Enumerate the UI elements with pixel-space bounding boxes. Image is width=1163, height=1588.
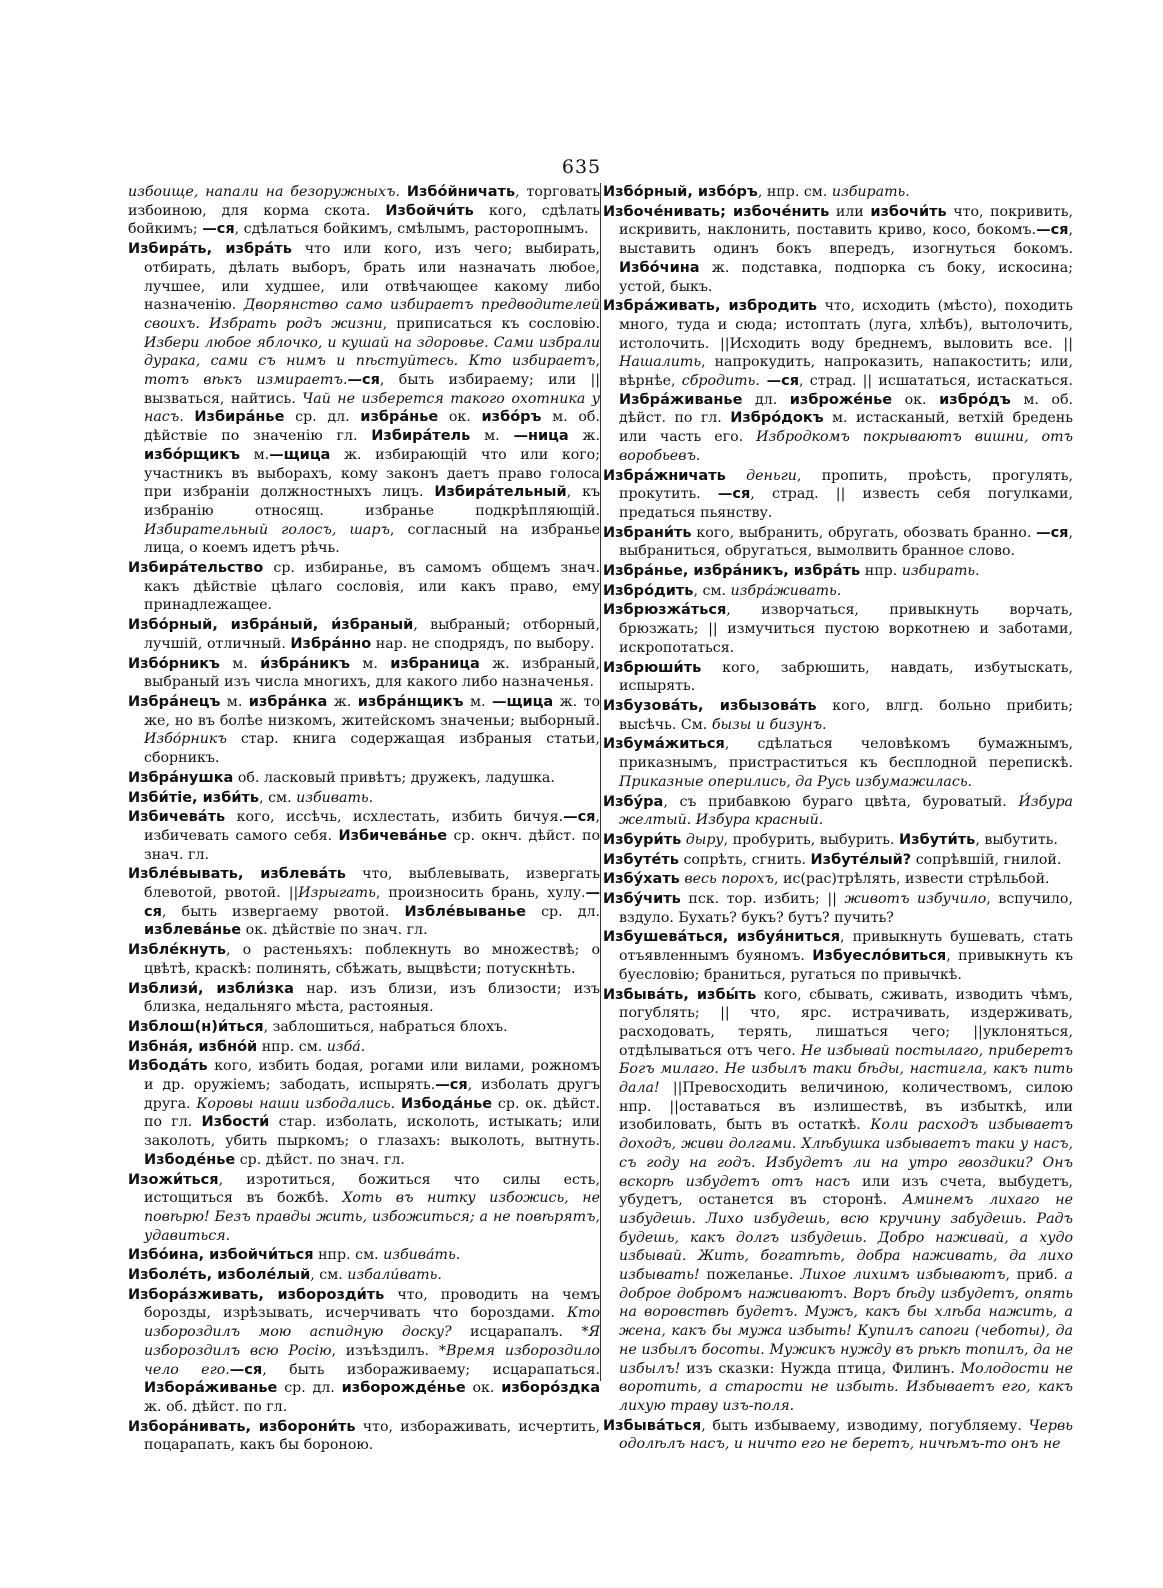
definition-text: м. — [219, 655, 261, 672]
headword: избо́ръ — [481, 409, 542, 426]
definition-text: ср. дл. — [284, 409, 361, 426]
definition-text: кого, влгд. больно прибить; высѣчь. См. — [619, 697, 1073, 733]
example-text: избивать. — [296, 789, 374, 806]
definition-text: , заблошиться, набраться блохъ. — [263, 1018, 508, 1035]
headword: Избра́нно — [290, 635, 372, 652]
example-text: Нашалить — [619, 354, 702, 371]
example-text: Коровы наши избодались. — [196, 1095, 401, 1112]
definition-text: ж. избирающій что или кого; участникъ въ выборахъ, кому законъ даетъ право голоса при избраніи должностныхъ лицъ. — [144, 446, 600, 501]
example-text: Избродкомъ покрываютъ вишни, отъ воробьевъ. — [619, 429, 1073, 464]
headword: Избра́живанье — [619, 391, 743, 408]
dictionary-entry — [128, 1038, 600, 1057]
dictionary-entry — [128, 789, 600, 808]
example-text: Избо́рникъ — [144, 731, 227, 748]
definition-text: кого, иссѣчь, исхлестать, избить бичуя. — [225, 809, 564, 826]
dictionary-entry — [603, 582, 1073, 601]
example-text: Не избывай постылаго, приберетъ Богъ милаго. Не избылъ таки бѣды, настигла, какъ пить дала! — [619, 1042, 1073, 1097]
example-text: И́збура желтый. Избура красный. — [619, 793, 1073, 829]
headword: избра́нка — [248, 693, 328, 710]
headword: —ся — [1036, 524, 1069, 541]
example-text: Приказные оперились, да Русь избумажилась. — [619, 773, 973, 790]
definition-text: , приписаться къ сословію. — [382, 315, 600, 332]
example-text: сбродить. — [681, 373, 760, 390]
definition-text: сопрѣть, сгнить. — [678, 851, 811, 868]
headword: Изблош(н)и́ться — [128, 1018, 264, 1035]
headword: Избо́рный, избо́ръ — [603, 184, 758, 200]
definition-text: изъ сказки: Нужда птица, Филинъ. — [680, 1360, 961, 1377]
definition-text: пожеланье. — [699, 1267, 801, 1284]
right-column — [603, 183, 1074, 1453]
headword: избра́нье — [360, 409, 439, 426]
example-text: Червь одолѣлъ насъ, и ничто его не беретъ, ничѣмъ-то онъ не — [619, 1417, 1073, 1453]
example-text: Дворянство само избираетъ предводителей своихъ. Избрать родъ жизни — [144, 297, 600, 332]
definition-text: , быть избораживаему; исцарапаться. — [262, 1361, 600, 1378]
dictionary-entry — [603, 659, 1073, 696]
definition-text: кого, забрюшить, навдать, избутыскать, испырять. — [619, 659, 1073, 695]
headword: избраница — [390, 655, 480, 672]
example-text: изба́. — [326, 1038, 366, 1055]
headword: Избичева́нье — [338, 827, 448, 844]
definition-text: ж. — [568, 428, 600, 445]
dictionary-entry — [128, 1057, 600, 1169]
definition-text: , см. — [310, 1267, 348, 1284]
example-text: избирать. — [901, 563, 980, 580]
headword: Избора́нивать, изборони́ть — [128, 1418, 356, 1435]
definition-text: , съ прибавкою бураго цвѣта, буроватый. — [663, 793, 1019, 810]
headword: Избу́чить — [603, 891, 681, 908]
headword: Избо́йничать — [406, 184, 516, 200]
dictionary-entry — [128, 1246, 600, 1265]
example-text: Кто избороздилъ мою аспидную доску? — [144, 1305, 600, 1341]
definition-text: , къ избранію относящ. избранье подкрѣпляющій. — [144, 484, 600, 519]
definition-text: , страд. || исшататься, истаскаться. — [799, 373, 1073, 390]
dictionary-entry — [128, 655, 600, 692]
definition-text: ||Превосходить величиною, количествомъ, силою нпр. ||оставаться въ излишествѣ, въ избыткѣ, или изобиловать, быть въ остаткѣ. — [619, 1080, 1073, 1134]
definition-text: , изротиться, божиться что силы есть, истощиться въ божбѣ. — [144, 1171, 600, 1207]
headword: Избира́тельный — [434, 484, 567, 501]
example-text: избива́ть. — [383, 1247, 461, 1264]
dictionary-entry — [603, 297, 1073, 465]
headword: Изби́тіе, изби́ть — [128, 789, 260, 806]
headword: Избо́рный, избра́ный, и́збраный — [128, 617, 414, 634]
dictionary-entry — [128, 693, 600, 768]
dictionary-entry — [128, 1266, 600, 1285]
headword: избра́нщикъ — [357, 693, 464, 710]
definition-text: , изболать другъ друга. — [144, 1077, 600, 1112]
headword: Избо́ина, избойчи́ться — [128, 1247, 314, 1264]
headword: Избыва́ть, избы́ть — [603, 986, 757, 1003]
dictionary-entry — [128, 1418, 600, 1455]
headword: избро́дъ — [939, 391, 1011, 408]
definition-text: , произносить брань, хулу. — [375, 885, 586, 902]
definition-text: , пропить, проѣсть, прогулять, прокутить. — [619, 467, 1073, 503]
headword: Избузова́ть, избызова́ть — [603, 697, 817, 714]
definition-text: кого, избить бодая, рогами или вилами, рожномъ и др. оружіемъ; забодать, испырять. — [144, 1058, 600, 1094]
headword: —ся — [435, 1077, 468, 1094]
definition-text: , страд. || известь себя погулками, предаться пьянству. — [619, 486, 1073, 521]
headword: Избле́выванье — [404, 903, 526, 920]
definition-text: , выбраный; отборный, лучшій, отличный. — [144, 617, 600, 652]
headword: Избра́жничать — [603, 467, 726, 484]
definition-text: сопрѣвшій, гнилой. — [911, 851, 1062, 868]
definition-text: дл. — [742, 391, 790, 408]
definition-text: ок. — [892, 391, 940, 408]
definition-text: , согласный на избранье лица, о коемъ идетъ рѣчь. — [144, 521, 600, 557]
headword: Изблизи́, избли́зка — [128, 980, 294, 997]
definition-text: что, выблевывать, извергать блевотой, рвотой. || — [144, 866, 600, 902]
dictionary-entry — [603, 203, 1073, 297]
example-text: животъ избучило — [844, 891, 987, 908]
definition-text: ок. — [465, 1380, 502, 1397]
headword: Избира́нье — [194, 409, 285, 426]
dictionary-entry — [128, 183, 600, 239]
headword: Избра́нье, избра́никъ, избра́ть — [603, 563, 861, 580]
definition-text: стар. книга содержащая избраныя статьи, сборникъ. — [144, 731, 600, 767]
dictionary-entry — [128, 769, 600, 788]
dictionary-entry — [603, 986, 1073, 1416]
example-text: *Время избороздило чело его. — [144, 1342, 600, 1378]
headword: Избуте́ть — [603, 851, 679, 868]
dictionary-entry — [603, 793, 1073, 830]
definition-text: , выбутить. — [975, 831, 1058, 848]
definition-text: ж. — [327, 693, 358, 710]
dictionary-entry — [603, 524, 1073, 561]
headword: изборо́здка — [501, 1380, 600, 1397]
definition-text: , ис(рас)трѣлять, извести стрѣльбой. — [773, 871, 1050, 888]
headword: Избума́житься — [603, 736, 725, 753]
example-text: весь порохъ — [684, 871, 774, 888]
definition-text: что, исходить (мѣсто), походить много, туда и сюда; истоптать (луга, хлѣбъ), вытолочить, истолочить. ||Исходить воду бреднемъ, выловить все. || — [619, 298, 1073, 352]
definition-text: пск. тор. избить; || — [680, 891, 845, 908]
example-text: Молодости не воротить, а старости не избыть. Избываетъ его, какъ лихую траву изъ-поля. — [619, 1360, 1073, 1414]
definition-text: ж. подставка, подпорка съ боку, искосина; устой, быкъ. — [619, 259, 1073, 295]
definition-text: ок. дѣйствіе по знач. гл. — [241, 922, 428, 939]
definition-text: м. — [463, 693, 492, 710]
definition-text: , напрокудить, напроказить, напакостить; или, вѣрнѣе, — [619, 354, 1073, 390]
dictionary-entry — [128, 240, 600, 558]
definition-text: , выбраниться, обругаться, вымолвить бранное слово. — [619, 524, 1073, 560]
headword: Избира́тель — [371, 428, 471, 445]
example-text: Избери любое яблочко, и кушай на здоровье. Сами избрали дурака, сами съ нимъ и пѣстуйтесь. Кто избираетъ, тотъ вѣкъ измираетъ. — [144, 334, 600, 389]
example-text: а доброе добромъ наживаютъ. Воръ бѣду избудетъ, опять на воровствѣ будетъ. Мужъ, какъ бы хлѣба нажить, а жена, какъ бы мужа избыть! Купилъ сапоги (чеботы), да не избылъ босоты. Мужикъ нужду въ рѣкѣ топилъ, да не избылъ! — [619, 1267, 1074, 1377]
headword: —ся — [717, 486, 751, 503]
dictionary-entry — [128, 559, 600, 615]
definition-text: исцарапалъ. — [451, 1324, 582, 1341]
headword: Избро́докъ — [730, 410, 824, 427]
definition-text: ср. избиранье, въ самомъ общемъ знач. какъ дѣйствіе цѣлаго сословія, или какъ право, ему принадлежащее. — [144, 560, 600, 614]
dictionary-entry — [603, 831, 1073, 850]
definition-text: стар. изболать, исколоть, истыкать; или заколоть, убить пыркомъ; о глазахъ: выколоть, вытнуть. — [144, 1114, 600, 1150]
example-text: Избирательный голосъ, шаръ — [144, 521, 390, 538]
definition-text: м. — [220, 693, 249, 710]
headword: Избода́ть — [128, 1058, 208, 1075]
dictionary-entry — [128, 1171, 600, 1246]
definition-text: что или кого, изъ чего; выбирать, отбирать, дѣлать выборъ, брать или назначать любое, лучшее, или худшее, или отвѣчающее какому либо назначенію. — [144, 241, 600, 314]
headword: изборожде́нье — [341, 1380, 466, 1397]
dictionary-entry — [603, 851, 1073, 870]
definition-text: нар. изъ близи, изъ близости; изъ близка, недальняго мѣста, растояныя. — [144, 980, 600, 1016]
headword: Избыва́ться — [603, 1417, 702, 1434]
definition-text: ж. то же, но въ болѣе низкомъ, житейскомъ значеньи; выборный. — [144, 693, 600, 729]
dictionary-entry — [128, 865, 600, 940]
definition-text: , изъѣздилъ. — [331, 1342, 439, 1359]
definition-text: м. — [349, 655, 391, 672]
definition-text: , торговать избоиною, для корма скота. — [128, 184, 600, 219]
definition-text: об. ласковый привѣтъ; дружекъ, ладушка. — [233, 769, 555, 786]
definition-text: , привыкнуть бушевать, стать отъявленнымъ буяномъ. — [619, 929, 1073, 965]
headword: —ся — [202, 221, 235, 238]
example-text: Аминемъ лихаго не избудешь. Лихо избудешь, всю кручину забудешь. Радъ будешь, какъ долгъ избудешь. Добро наживай, а худо избывай. Жить, богатѣть, добра наживать, да лихо избывать! — [619, 1192, 1073, 1284]
definition-text: , вспучило, вздуло. Бухать? букъ? бутъ? пучить? — [619, 891, 1073, 926]
page-number: 635 — [561, 156, 602, 178]
example-text: избирать. — [831, 184, 910, 200]
definition-text: м. — [239, 446, 270, 463]
definition-text: или изъ счета, выбудетъ, убудетъ, останется въ сторонѣ. — [619, 1173, 1073, 1209]
column-divider — [600, 183, 601, 1381]
headword: избо́рщикъ — [144, 446, 240, 463]
definition-text: ср. дл. — [525, 903, 600, 920]
headword: Избости́ — [201, 1114, 270, 1131]
example-text: *Я избороздилъ всю Росію — [144, 1324, 601, 1359]
headword: —щица — [269, 446, 331, 463]
headword: Избра́нушка — [128, 769, 234, 786]
definition-text: нпр. см. — [313, 1247, 384, 1264]
headword: —ся — [759, 373, 800, 390]
headword: Избичева́ть — [128, 809, 226, 826]
example-text: избали́вать. — [347, 1267, 442, 1284]
definition-text: ок. — [438, 409, 482, 426]
headword: Избро́дить — [603, 582, 694, 599]
headword: Избрани́ть — [603, 524, 692, 541]
headword: Избо́рникъ — [128, 655, 220, 672]
definition-text: , привыкнуть къ буесловію; браниться, ругаться по привычкѣ. — [619, 948, 1073, 983]
dictionary-entry — [128, 941, 600, 978]
headword: —щица — [491, 693, 554, 710]
headword: Избойчи́ть — [385, 202, 474, 219]
headword: Избира́ть, избра́ть — [128, 241, 292, 258]
headword: Изожи́ться — [128, 1171, 219, 1188]
dictionary-entry — [128, 980, 600, 1017]
example-text: Изрыгать — [298, 885, 376, 902]
definition-text: кого, сдѣлать бойкимъ; — [128, 202, 600, 238]
example-text: деньги — [746, 467, 797, 484]
example-text: Хоть въ нитку избожись, не повѣрю! Безъ правды жить, избожиться; а не повѣрятъ, удавиться. — [144, 1190, 600, 1244]
headword: Избода́нье — [400, 1095, 493, 1112]
definition-text: , о растеньяхъ: поблекнуть во множествѣ; о цвѣтѣ, краскѣ: полинять, сбѣжать, выцвѣсти; потускнѣть. — [144, 942, 600, 977]
dictionary-entry — [603, 601, 1073, 657]
definition-text: , приб. — [1005, 1267, 1065, 1284]
dictionary-entry — [603, 183, 1073, 202]
headword: Избра́нецъ — [128, 693, 221, 710]
headword: Избуесло́виться — [812, 948, 947, 965]
headword: Изболе́ть, изболе́лый — [128, 1267, 311, 1284]
dictionary-entry — [603, 562, 1073, 581]
headword: Избоче́нивать; избоче́нить — [603, 203, 830, 220]
headword: Избо́чина — [619, 259, 700, 276]
headword: Избра́живать, избродить — [603, 298, 818, 315]
headword: —ся — [229, 1361, 263, 1378]
dictionary-entry — [603, 697, 1073, 734]
headword: изброже́нье — [789, 391, 893, 408]
dictionary-entry — [128, 616, 600, 653]
definition-text: , см. — [693, 582, 731, 599]
headword: Избушева́ться, избуя́ниться — [603, 929, 841, 946]
headword: —ся — [1036, 222, 1069, 239]
headword: —ся — [347, 372, 380, 389]
headword: Избути́ть — [899, 831, 976, 848]
example-text: дыру — [685, 831, 724, 848]
headword: Избора́зживать, изборозди́ть — [128, 1286, 385, 1303]
definition-text: , быть извергаему рвотой. — [161, 903, 405, 920]
definition-text: ср. окнч. дѣйст. по знач. гл. — [144, 827, 600, 863]
definition-text: , нпр. см. — [757, 184, 832, 200]
dictionary-entry — [128, 1286, 600, 1417]
headword: Избора́живанье — [144, 1380, 278, 1397]
definition-text: нпр. — [860, 563, 902, 580]
definition-text: , сдѣлаться бойкимъ, смѣлымъ, расторопнымъ. — [234, 221, 589, 238]
headword: Избури́ть — [603, 831, 682, 848]
definition-text: , выставить одинъ бокъ впередъ, изогнуться бокомъ. — [619, 222, 1073, 258]
definition-text: , сдѣлаться человѣкомъ бумажнымъ, приказнымъ, пристраститься къ бесплодной перепискѣ. — [619, 736, 1073, 772]
example-text: Чай не изберется такого охотника у насъ. — [144, 390, 600, 426]
headword: и́збра́никъ — [260, 655, 350, 672]
left-column — [128, 183, 601, 1454]
dictionary-entry — [128, 808, 600, 864]
headword: Избрюши́ть — [603, 659, 702, 676]
definition-text: , см. — [259, 789, 297, 806]
definition-text: , избичевать самого себя. — [144, 809, 600, 844]
definition-text: ж. избраный, выбраный изъ числа многихъ, для какого либо назначенья. — [144, 655, 600, 691]
definition-text: , пробурить, выбурить. — [723, 831, 900, 848]
definition-text: кого, сбывать, сживать, изводить чѣмъ, погублять; || что, ярс. истрачивать, издерживать, расходовать, терять, лишаться чего; ||уклоняться, отдѣлываться отъ чего. — [619, 986, 1073, 1059]
definition-text: кого, выбранить, обругать, обозвать бранно. — [691, 524, 1037, 541]
definition-text: нпр. см. — [257, 1038, 327, 1055]
definition-text: м. — [470, 428, 514, 445]
headword: Избу́ра — [603, 793, 664, 810]
definition-text: ж. об. дѣйст. по гл. — [144, 1399, 288, 1415]
headword: Избоде́нье — [144, 1151, 236, 1168]
definition-text: м. об. дѣйствіе по значенію гл. — [144, 409, 600, 445]
dictionary-entry — [128, 1018, 600, 1037]
headword: Избле́кнуть — [128, 942, 227, 959]
definition-text: ср. дѣйст. по знач. гл. — [235, 1151, 405, 1168]
definition-text: или — [829, 203, 871, 220]
definition-text: ср. ок. дѣйст. по гл. — [144, 1095, 600, 1131]
dictionary-entry — [603, 928, 1073, 984]
definition-text: нар. не сподрядъ, по выбору. — [371, 635, 595, 652]
definition-text: что, избораживать, исчертить, поцарапать, какъ бы бороною. — [144, 1418, 601, 1454]
dictionary-entry — [603, 870, 1073, 889]
dictionary-entry — [603, 735, 1073, 791]
headword: Избна́я, избно́й — [128, 1038, 258, 1055]
definition-text — [726, 468, 746, 484]
headword: —ница — [513, 428, 569, 445]
definition-text: м. истасканый, ветхій бредень или часть его. — [619, 410, 1073, 446]
definition-text: что, покривить, искривить, наклонить, поставить криво, косо, бокомъ. — [619, 203, 1073, 239]
headword: —ся — [144, 885, 600, 920]
example-text: избоище, напали на безоружныхъ. — [128, 184, 407, 200]
headword: Избу́хать — [603, 871, 680, 888]
example-text: Лихое лихимъ избываютъ — [800, 1267, 1006, 1284]
dictionary-entry — [603, 890, 1073, 927]
definition-text: м. об. дѣйст. по гл. — [619, 391, 1073, 427]
definition-text: , быть избираему; или || вызваться, найтись. — [144, 372, 601, 407]
definition-text: , изворчаться, привыкнуть ворчать, брюзжать; || измучиться пустою воркотнею и заботами, искропотаться. — [619, 602, 1073, 656]
headword: Избуте́лый? — [810, 851, 912, 868]
definition-text: ср. дл. — [277, 1380, 342, 1397]
headword: изблева́нье — [144, 922, 242, 939]
headword: Избле́вывать, изблева́ть — [128, 866, 346, 883]
headword: Избрюзжа́ться — [603, 602, 727, 619]
example-text: избра́живать. — [730, 582, 842, 599]
headword: Избира́тельство — [128, 560, 264, 577]
dictionary-entry — [603, 1417, 1073, 1454]
definition-text: , быть избываему, изводиму, погубляему. — [701, 1417, 1029, 1434]
headword: —ся — [563, 809, 596, 826]
example-text: Коли расходъ избываетъ доходъ, живи долгами. Хлѣбушка избываетъ таки у насъ, съ году на годъ. Избудетъ ли на утро гвоздики? Онъ вскорѣ избудетъ отъ насъ — [619, 1117, 1073, 1190]
headword: избочи́ть — [870, 203, 947, 220]
dictionary-entry — [603, 467, 1073, 523]
definition-text: что, проводить на чемъ борозды, изрѣзывать, исчерчивать что бороздами. — [144, 1286, 601, 1322]
example-text: бызы и бизунъ. — [711, 716, 827, 733]
